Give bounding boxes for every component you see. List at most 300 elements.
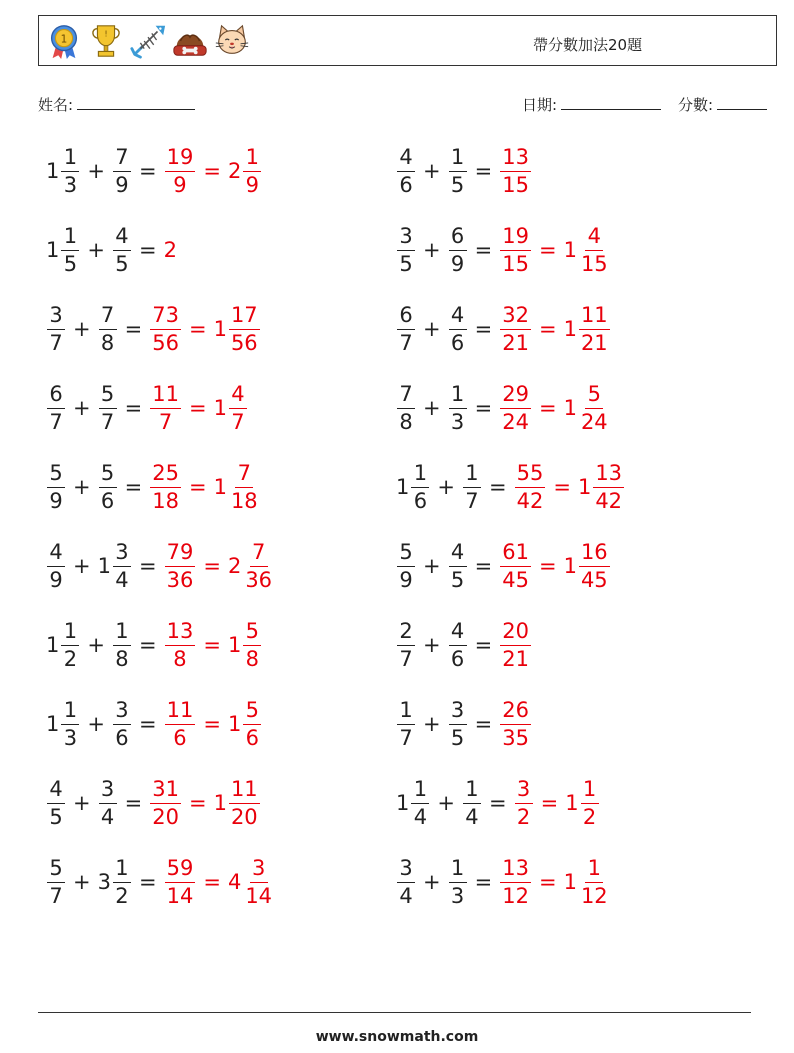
denominator: 15 — [502, 172, 529, 197]
fraction — [593, 460, 624, 513]
numerator: 13 — [165, 621, 196, 646]
numerator: 6 — [397, 305, 415, 330]
fraction — [579, 381, 610, 434]
denominator: 6 — [413, 488, 428, 513]
answer — [499, 381, 610, 434]
numerator: 29 — [500, 384, 531, 409]
numerator: 11 — [229, 779, 260, 804]
denominator: 14 — [245, 883, 273, 908]
score-field — [678, 94, 767, 115]
fraction — [500, 381, 531, 434]
plus-sign: + — [423, 554, 441, 578]
problem-item — [46, 615, 262, 675]
whole-number: 1 — [565, 791, 579, 815]
fraction — [99, 460, 117, 513]
worksheet-header — [38, 15, 777, 66]
problem-item — [396, 141, 532, 201]
equals-sign: = — [203, 870, 221, 894]
date-blank — [561, 95, 661, 110]
equals-sign: = — [188, 317, 207, 341]
denominator: 6 — [450, 330, 465, 355]
problem-item — [396, 378, 611, 438]
numerator: 5 — [243, 621, 261, 646]
whole-number: 1 — [213, 791, 227, 815]
denominator: 21 — [502, 330, 529, 355]
fraction — [61, 223, 79, 276]
denominator: 7 — [231, 409, 245, 434]
denominator: 4 — [115, 567, 129, 592]
problem-item — [396, 694, 532, 754]
denominator: 20 — [152, 804, 179, 829]
denominator: 2 — [582, 804, 597, 829]
fraction — [397, 223, 415, 276]
integer-answer: 2 — [163, 238, 177, 262]
numerator: 4 — [585, 226, 603, 251]
problem-item — [46, 536, 275, 596]
numerator: 11 — [165, 700, 196, 725]
numerator: 26 — [500, 700, 531, 725]
equals-sign: = — [540, 791, 559, 815]
numerator: 25 — [150, 463, 181, 488]
fraction — [449, 381, 467, 434]
equals-sign: = — [203, 554, 221, 578]
plus-sign: + — [423, 238, 441, 262]
denominator: 8 — [245, 646, 259, 671]
numerator: 32 — [500, 305, 531, 330]
plus-sign: + — [73, 475, 91, 499]
equals-sign: = — [124, 396, 143, 420]
equals-sign: = — [474, 396, 493, 420]
plus-sign: + — [73, 396, 91, 420]
numerator: 31 — [150, 779, 181, 804]
numerator: 61 — [500, 542, 531, 567]
numerator: 3 — [113, 700, 131, 725]
numerator: 7 — [250, 542, 268, 567]
numerator: 1 — [449, 384, 467, 409]
plus-sign: + — [437, 791, 455, 815]
whole-number: 1 — [396, 475, 410, 499]
plus-sign: + — [423, 870, 441, 894]
equals-sign: = — [124, 475, 143, 499]
denominator: 8 — [115, 646, 129, 671]
whole-number: 1 — [396, 791, 410, 815]
fraction — [47, 776, 65, 829]
equals-sign: = — [138, 633, 157, 657]
denominator: 36 — [245, 567, 273, 592]
denominator: 24 — [502, 409, 529, 434]
answer — [499, 223, 610, 276]
worksheet-title: 帶分數加法20題 — [533, 36, 643, 54]
numerator: 1 — [463, 463, 481, 488]
numerator: 1 — [397, 700, 415, 725]
footer-divider — [38, 1012, 751, 1013]
fraction — [500, 144, 531, 197]
denominator: 9 — [49, 567, 63, 592]
fraction — [165, 539, 196, 592]
fraction — [165, 618, 196, 671]
numerator: 4 — [47, 779, 65, 804]
denominator: 12 — [580, 883, 608, 908]
equals-sign: = — [188, 791, 207, 815]
numerator: 4 — [449, 621, 467, 646]
equals-sign: = — [553, 475, 571, 499]
fraction — [165, 144, 196, 197]
equals-sign: = — [124, 317, 143, 341]
denominator: 18 — [230, 488, 258, 513]
plus-sign: + — [73, 554, 91, 578]
denominator: 21 — [580, 330, 608, 355]
denominator: 5 — [399, 251, 413, 276]
answer — [164, 539, 275, 592]
date-field — [522, 94, 661, 115]
numerator: 1 — [243, 147, 261, 172]
numerator: 19 — [500, 226, 531, 251]
numerator: 4 — [449, 542, 467, 567]
numerator: 6 — [449, 226, 467, 251]
denominator: 7 — [465, 488, 479, 513]
denominator: 8 — [399, 409, 413, 434]
denominator: 15 — [580, 251, 608, 276]
fraction — [411, 460, 429, 513]
numerator: 7 — [397, 384, 415, 409]
numerator: 3 — [47, 305, 65, 330]
numerator: 1 — [61, 621, 79, 646]
numerator: 3 — [449, 700, 467, 725]
equals-sign: = — [538, 317, 557, 341]
problem-item — [46, 299, 261, 359]
equals-sign: = — [138, 870, 157, 894]
denominator: 45 — [580, 567, 608, 592]
plus-sign: + — [73, 791, 91, 815]
problem-item — [46, 773, 261, 833]
denominator: 9 — [173, 172, 187, 197]
fraction — [500, 697, 531, 750]
denominator: 7 — [399, 330, 413, 355]
denominator: 9 — [245, 172, 259, 197]
denominator: 5 — [49, 804, 63, 829]
denominator: 6 — [115, 725, 129, 750]
answer — [499, 144, 532, 197]
equals-sign: = — [138, 238, 157, 262]
fraction — [411, 776, 429, 829]
denominator: 20 — [230, 804, 258, 829]
equals-sign: = — [203, 159, 221, 183]
plus-sign: + — [87, 712, 105, 736]
whole-number: 1 — [213, 475, 227, 499]
denominator: 3 — [450, 409, 465, 434]
numerator: 1 — [585, 858, 603, 883]
denominator: 14 — [166, 883, 194, 908]
denominator: 42 — [516, 488, 544, 513]
answer — [149, 776, 260, 829]
numerator: 16 — [579, 542, 610, 567]
fraction — [397, 539, 415, 592]
numerator: 11 — [579, 305, 610, 330]
answer — [164, 618, 263, 671]
whole-number: 1 — [227, 712, 242, 736]
name-field — [38, 94, 195, 115]
problem-item — [46, 220, 177, 280]
fraction — [243, 697, 261, 750]
equals-sign: = — [538, 238, 557, 262]
answer — [164, 855, 275, 908]
numerator: 7 — [113, 147, 131, 172]
fraction — [113, 539, 131, 592]
numerator: 4 — [229, 384, 247, 409]
numerator: 1 — [61, 147, 79, 172]
fraction — [449, 144, 467, 197]
fraction — [47, 381, 65, 434]
whole-number: 1 — [46, 633, 60, 657]
fraction — [463, 776, 481, 829]
fraction — [113, 855, 131, 908]
answer — [164, 144, 263, 197]
problem-item — [396, 220, 611, 280]
fraction — [397, 855, 415, 908]
numerator: 59 — [165, 858, 196, 883]
problem-item — [46, 141, 262, 201]
fraction — [579, 223, 610, 276]
fraction — [397, 618, 415, 671]
numerator: 19 — [165, 147, 196, 172]
denominator: 56 — [230, 330, 258, 355]
denominator: 2 — [63, 646, 78, 671]
denominator: 9 — [49, 488, 63, 513]
fraction — [243, 618, 261, 671]
answer — [499, 618, 532, 671]
numerator: 3 — [397, 858, 415, 883]
fraction — [99, 381, 117, 434]
numerator: 3 — [99, 779, 117, 804]
denominator: 5 — [115, 251, 129, 276]
fraction — [397, 302, 415, 355]
denominator: 4 — [413, 804, 428, 829]
fraction — [47, 539, 65, 592]
whole-number: 1 — [563, 238, 577, 262]
problem-item — [396, 773, 600, 833]
date-label: 日期: — [522, 96, 558, 114]
score-blank — [717, 95, 767, 110]
answer — [149, 460, 260, 513]
numerator: 5 — [47, 858, 65, 883]
numerator: 11 — [150, 384, 181, 409]
numerator: 13 — [593, 463, 624, 488]
fraction — [99, 776, 117, 829]
answer — [164, 238, 177, 262]
whole-number: 1 — [213, 317, 227, 341]
equals-sign: = — [474, 238, 493, 262]
whole-number: 1 — [563, 317, 577, 341]
answer — [499, 302, 610, 355]
numerator: 5 — [99, 384, 117, 409]
equals-sign: = — [538, 396, 557, 420]
numerator: 5 — [47, 463, 65, 488]
equals-sign: = — [474, 554, 493, 578]
denominator: 24 — [580, 409, 608, 434]
fraction — [165, 697, 196, 750]
fraction — [61, 144, 79, 197]
fraction — [229, 381, 247, 434]
numerator: 4 — [397, 147, 415, 172]
denominator: 6 — [399, 172, 413, 197]
numerator: 5 — [99, 463, 117, 488]
denominator: 7 — [399, 646, 413, 671]
fraction — [397, 697, 415, 750]
plus-sign: + — [423, 159, 441, 183]
svg-text:1: 1 — [60, 33, 68, 46]
plus-sign: + — [87, 633, 105, 657]
equals-sign: = — [138, 159, 157, 183]
denominator: 21 — [502, 646, 529, 671]
plus-sign: + — [437, 475, 455, 499]
denominator: 3 — [63, 725, 78, 750]
numerator: 7 — [99, 305, 117, 330]
trophy-icon — [87, 22, 125, 60]
fraction — [449, 302, 467, 355]
numerator: 1 — [113, 621, 131, 646]
fraction — [47, 855, 65, 908]
whole-number: 4 — [227, 870, 242, 894]
fraction — [515, 460, 546, 513]
fraction — [229, 776, 260, 829]
fraction — [47, 460, 65, 513]
denominator: 5 — [450, 567, 465, 592]
numerator: 1 — [449, 858, 467, 883]
fraction — [579, 855, 610, 908]
problem-item — [396, 852, 611, 912]
numerator: 1 — [113, 858, 131, 883]
equals-sign: = — [474, 870, 493, 894]
fraction — [61, 618, 79, 671]
problem-item — [46, 852, 275, 912]
answer — [499, 697, 532, 750]
numerator: 1 — [411, 463, 429, 488]
fraction — [243, 539, 274, 592]
fish-bone-icon — [129, 22, 167, 60]
medal-icon — [45, 22, 83, 60]
footer-url: www.snowmath.com — [315, 1029, 479, 1045]
fraction — [150, 776, 181, 829]
fraction — [500, 302, 531, 355]
whole-number: 3 — [97, 870, 111, 894]
denominator: 3 — [63, 172, 78, 197]
answer — [164, 697, 263, 750]
numerator: 1 — [463, 779, 481, 804]
denominator: 35 — [502, 725, 529, 750]
numerator: 4 — [449, 305, 467, 330]
fraction — [150, 460, 181, 513]
answer — [514, 460, 625, 513]
problem-item — [396, 536, 611, 596]
denominator: 9 — [399, 567, 413, 592]
denominator: 5 — [450, 725, 465, 750]
plus-sign: + — [423, 712, 441, 736]
name-blank — [77, 95, 195, 110]
dog-bowl-icon — [171, 22, 209, 60]
numerator: 3 — [397, 226, 415, 251]
answer — [499, 855, 610, 908]
whole-number: 1 — [563, 870, 577, 894]
fraction — [500, 223, 531, 276]
fraction — [243, 855, 274, 908]
fraction — [449, 223, 467, 276]
whole-number: 1 — [577, 475, 592, 499]
denominator: 2 — [516, 804, 531, 829]
numerator: 2 — [397, 621, 415, 646]
equals-sign: = — [474, 317, 493, 341]
fraction — [449, 697, 467, 750]
fraction — [150, 381, 181, 434]
fraction — [47, 302, 65, 355]
whole-number: 1 — [227, 633, 242, 657]
plus-sign: + — [87, 238, 105, 262]
equals-sign: = — [488, 791, 507, 815]
fraction — [463, 460, 481, 513]
numerator: 3 — [250, 858, 268, 883]
numerator: 7 — [235, 463, 253, 488]
denominator: 7 — [399, 725, 413, 750]
denominator: 5 — [63, 251, 78, 276]
fraction — [581, 776, 599, 829]
plus-sign: + — [87, 159, 105, 183]
fraction — [579, 539, 610, 592]
equals-sign: = — [124, 791, 143, 815]
denominator: 7 — [49, 409, 63, 434]
answer — [499, 539, 610, 592]
denominator: 6 — [245, 725, 259, 750]
numerator: 1 — [61, 700, 79, 725]
plus-sign: + — [423, 317, 441, 341]
numerator: 6 — [47, 384, 65, 409]
denominator: 6 — [100, 488, 115, 513]
equals-sign: = — [138, 554, 157, 578]
equals-sign: = — [203, 633, 221, 657]
fraction — [113, 144, 131, 197]
equals-sign: = — [538, 870, 557, 894]
denominator: 2 — [115, 883, 129, 908]
numerator: 3 — [113, 542, 131, 567]
fraction — [113, 223, 131, 276]
fraction — [515, 776, 533, 829]
numerator: 5 — [585, 384, 603, 409]
plus-sign: + — [73, 317, 91, 341]
equals-sign: = — [474, 633, 493, 657]
denominator: 3 — [450, 883, 465, 908]
fraction — [449, 618, 467, 671]
header-icons — [45, 20, 251, 62]
answer — [514, 776, 600, 829]
denominator: 8 — [173, 646, 187, 671]
denominator: 12 — [502, 883, 529, 908]
denominator: 7 — [158, 409, 173, 434]
fraction — [150, 302, 181, 355]
whole-number: 2 — [227, 554, 242, 578]
fraction — [113, 697, 131, 750]
numerator: 17 — [229, 305, 260, 330]
fraction — [449, 855, 467, 908]
numerator: 4 — [113, 226, 131, 251]
whole-number: 1 — [46, 159, 60, 183]
fraction — [500, 539, 531, 592]
equals-sign: = — [474, 712, 493, 736]
numerator: 55 — [515, 463, 546, 488]
answer — [149, 302, 260, 355]
whole-number: 1 — [213, 396, 227, 420]
denominator: 6 — [450, 646, 465, 671]
whole-number: 1 — [563, 396, 577, 420]
numerator: 1 — [411, 779, 429, 804]
answer — [149, 381, 248, 434]
